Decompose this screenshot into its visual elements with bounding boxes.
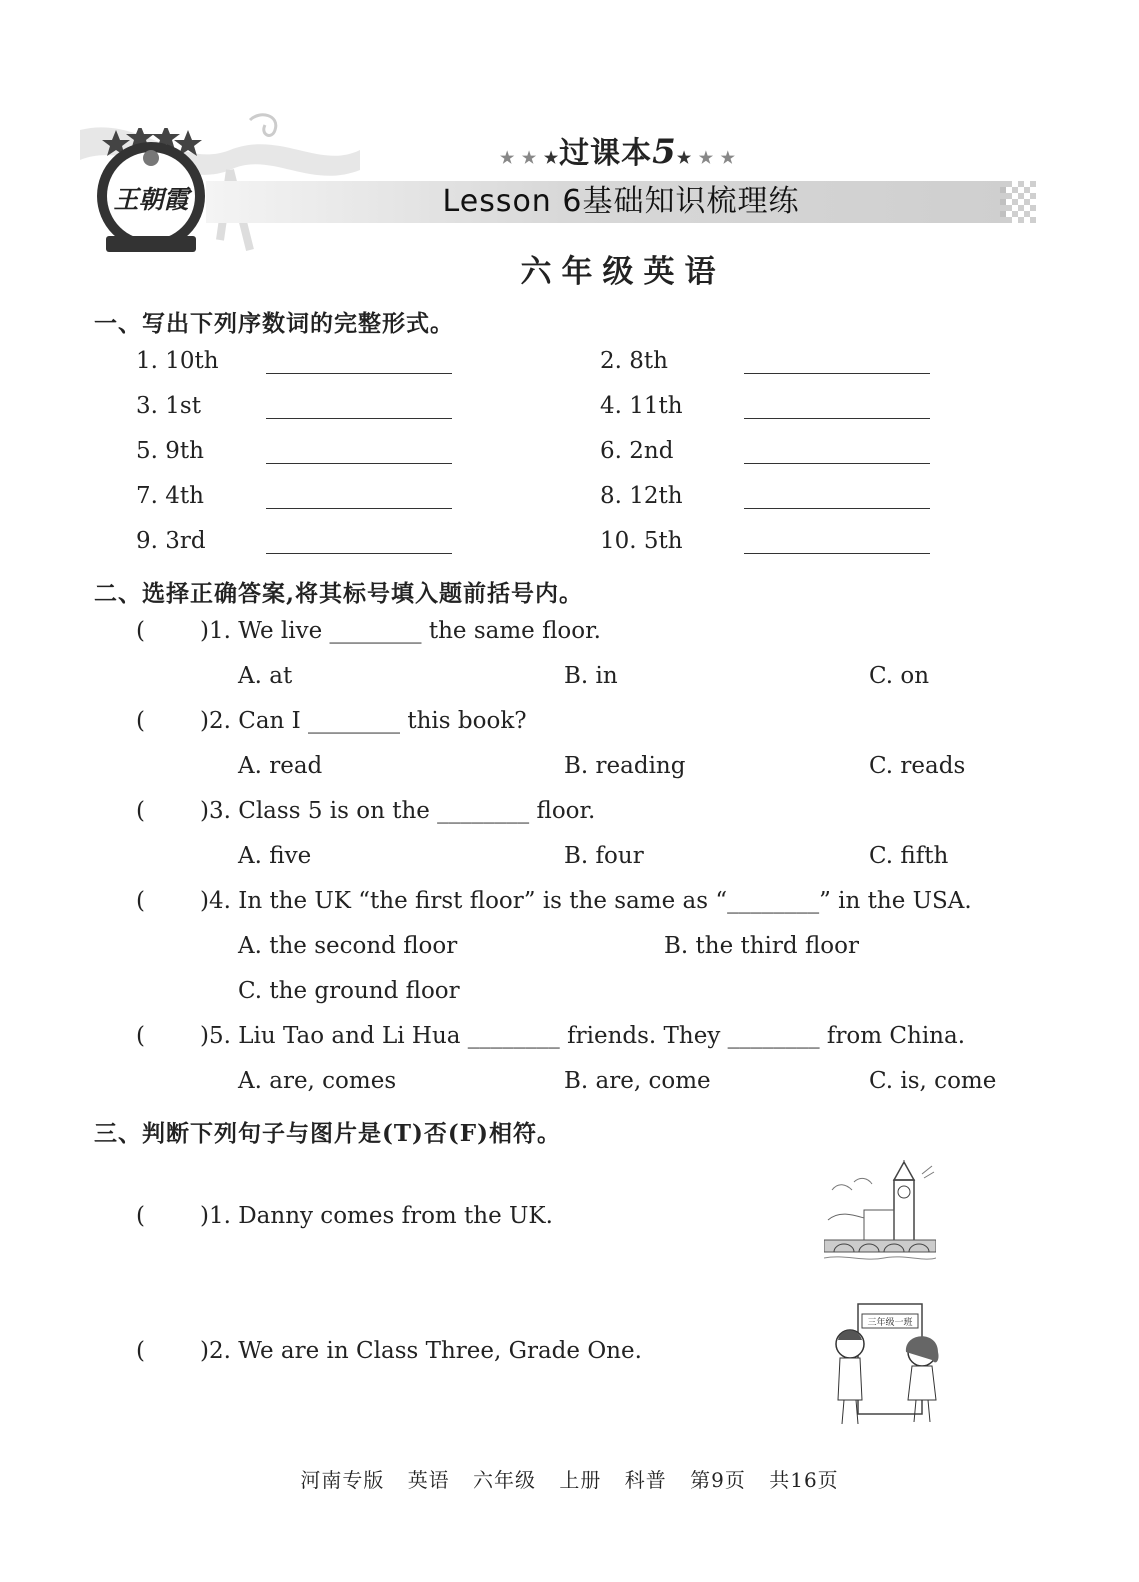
option-a: A. read — [238, 753, 323, 779]
answer-bracket[interactable]: ( — [136, 1023, 145, 1049]
section3-title: 三、判断下列句子与图片是(T)否(F)相符。 — [94, 1120, 561, 1147]
subject-title: 六年级英语 — [520, 254, 726, 290]
answer-bracket[interactable]: ( — [136, 888, 145, 914]
section2-title: 二、选择正确答案,将其标号填入题前括号内。 — [94, 580, 584, 607]
ordinal-item: 6. 2nd — [600, 438, 674, 464]
footer-volume: 上册 — [559, 1468, 602, 1492]
ordinal-item: 4. 11th — [600, 393, 683, 419]
option-a: A. are, comes — [238, 1068, 397, 1094]
question-text: )4. In the UK “the first floor” is the same as “________” in the USA. — [200, 888, 972, 914]
option-b: B. the third floor — [664, 933, 859, 959]
answer-blank[interactable] — [266, 373, 452, 374]
answer-blank[interactable] — [266, 508, 452, 509]
ordinal-item: 2. 8th — [600, 348, 668, 374]
ordinal-item: 3. 1st — [136, 393, 201, 419]
logo-text: 王朝霞 — [113, 185, 189, 214]
answer-bracket[interactable]: ( — [136, 708, 145, 734]
lesson-title: Lesson 6基础知识梳理练 — [442, 184, 800, 219]
option-c: C. the ground floor — [238, 978, 460, 1004]
ordinal-item: 9. 3rd — [136, 528, 206, 554]
statement-text: )2. We are in Class Three, Grade One. — [200, 1338, 642, 1364]
question-text: )5. Liu Tao and Li Hua ________ friends. They ________ from China. — [200, 1023, 966, 1049]
option-a: A. five — [238, 843, 312, 869]
answer-blank[interactable] — [744, 508, 930, 509]
answer-blank[interactable] — [744, 553, 930, 554]
ordinal-item: 1. 10th — [136, 348, 219, 374]
option-c: C. on — [869, 663, 930, 689]
big-ben-image — [824, 1160, 936, 1262]
answer-bracket[interactable]: ( — [136, 1203, 145, 1229]
sign-text: 三年级一班 — [867, 1318, 913, 1328]
answer-blank[interactable] — [266, 463, 452, 464]
option-b: B. four — [564, 843, 644, 869]
option-a: A. at — [238, 663, 293, 689]
option-b: B. reading — [564, 753, 686, 779]
answer-bracket[interactable]: ( — [136, 798, 145, 824]
answer-blank[interactable] — [744, 418, 930, 419]
question-text: )1. We live ________ the same floor. — [200, 618, 601, 644]
section1-title: 一、写出下列序数词的完整形式。 — [94, 310, 454, 337]
footer-total: 共16页 — [769, 1468, 839, 1492]
footer-grade: 六年级 — [473, 1468, 537, 1492]
option-c: C. fifth — [869, 843, 949, 869]
answer-blank[interactable] — [744, 373, 930, 374]
option-b: B. are, come — [564, 1068, 711, 1094]
answer-blank[interactable] — [744, 463, 930, 464]
option-b: B. in — [564, 663, 618, 689]
footer-edition: 河南专版 — [300, 1468, 385, 1492]
ordinal-item: 8. 12th — [600, 483, 683, 509]
answer-blank[interactable] — [266, 553, 452, 554]
answer-bracket[interactable]: ( — [136, 1338, 145, 1364]
answer-bracket[interactable]: ( — [136, 618, 145, 644]
option-c: C. is, come — [869, 1068, 997, 1094]
question-text: )3. Class 5 is on the ________ floor. — [200, 798, 596, 824]
page-footer — [0, 1464, 1139, 1493]
footer-page: 第9页 — [690, 1468, 746, 1492]
footer-publisher: 科普 — [624, 1468, 667, 1492]
question-text: )2. Can I ________ this book? — [200, 708, 527, 734]
option-c: C. reads — [869, 753, 966, 779]
ordinal-item: 10. 5th — [600, 528, 683, 554]
series-number: 5 — [652, 132, 677, 172]
footer-subject: 英语 — [407, 1468, 450, 1492]
series-label: 过课本 — [559, 136, 653, 171]
answer-blank[interactable] — [266, 418, 452, 419]
ordinal-item: 5. 9th — [136, 438, 204, 464]
statement-text: )1. Danny comes from the UK. — [200, 1203, 553, 1229]
ordinal-item: 7. 4th — [136, 483, 204, 509]
series-heading: ★ ★ ★过课本5★ ★ ★ — [500, 132, 737, 172]
option-a: A. the second floor — [238, 933, 458, 959]
